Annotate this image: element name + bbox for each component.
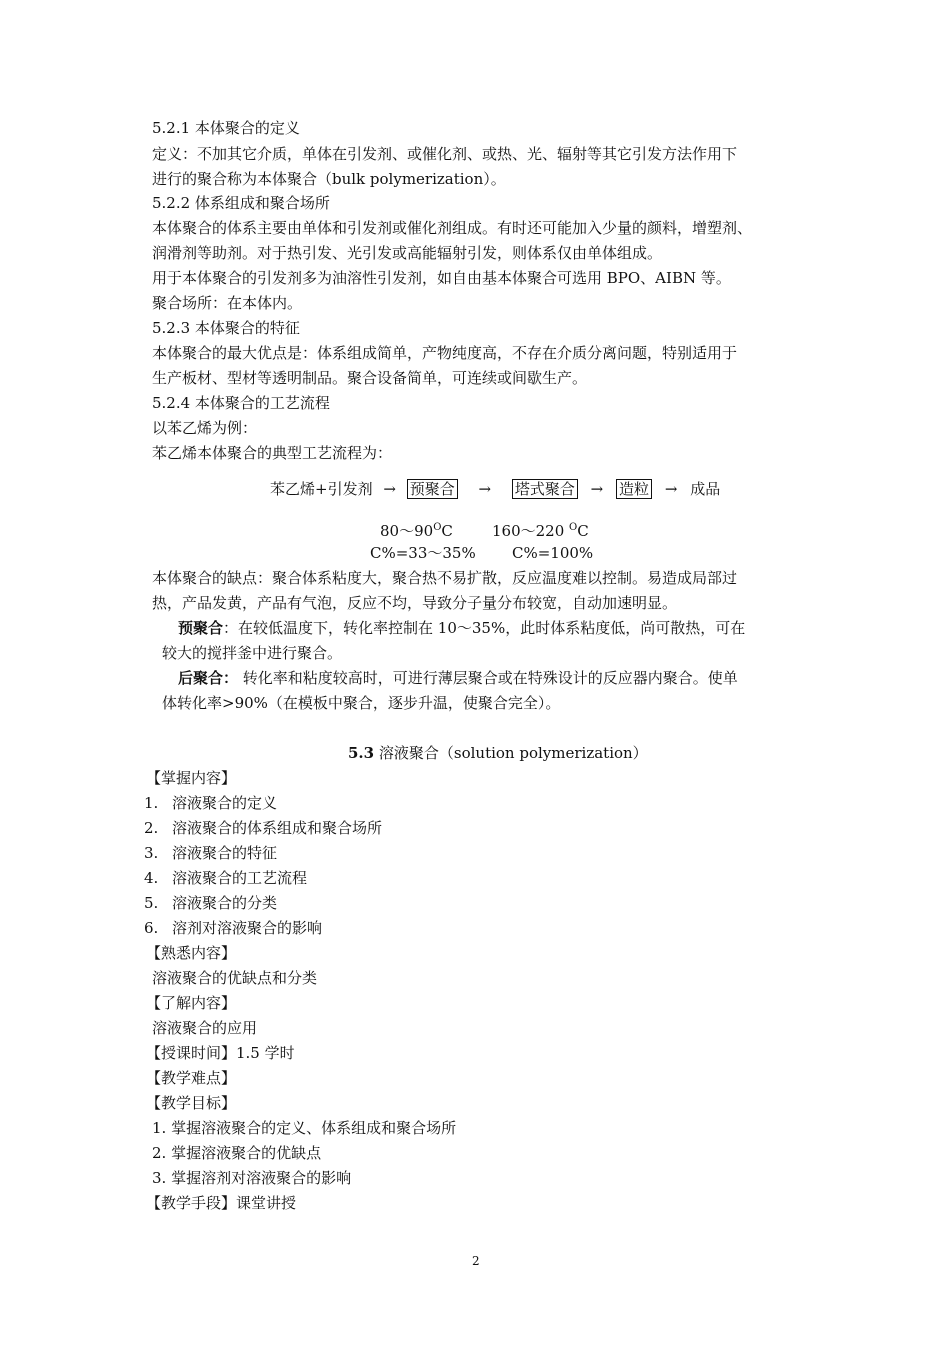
list-text: 溶液聚合的定义 <box>172 794 278 812</box>
understand-content-label: 【了解内容】 <box>146 994 237 1012</box>
section-heading-5-2-2: 5.2.2 体系组成和聚合场所 <box>152 194 330 212</box>
goal-item: 3. 掌握溶剂对溶液聚合的影响 <box>152 1169 352 1187</box>
paragraph-line: 本体聚合的最大优点是：体系组成简单，产物纯度高，不存在介质分离问题，特别适用于 <box>152 344 738 362</box>
section-heading-5-2-3: 5.2.3 本体聚合的特征 <box>152 319 300 337</box>
temp-2-value: 160～220 <box>492 522 570 540</box>
list-number: 6. <box>144 919 159 937</box>
teaching-difficulty-label: 【教学难点】 <box>146 1069 237 1087</box>
teaching-goal-label: 【教学目标】 <box>146 1094 237 1112</box>
goal-item: 2. 掌握溶液聚合的优缺点 <box>152 1144 322 1162</box>
list-text: 溶液聚合的特征 <box>172 844 278 862</box>
paragraph-line: 较大的搅拌釜中进行聚合。 <box>162 644 343 662</box>
list-number: 3. <box>144 844 159 862</box>
list-text: 溶液聚合的体系组成和聚合场所 <box>172 819 383 837</box>
master-content-label: 【掌握内容】 <box>146 769 237 787</box>
postpolymerization-paragraph <box>178 668 738 688</box>
paragraph-line: 本体聚合的体系主要由单体和引发剂或催化剂组成。有时还可能加入少量的颜料，增塑剂、 <box>152 219 753 237</box>
flow-arrow: → <box>383 480 396 498</box>
conversion-1: C%=33～35% <box>370 544 476 562</box>
flow-arrow: → <box>664 480 678 498</box>
master-content-item <box>144 793 277 813</box>
temp-2-unit: C <box>577 522 589 540</box>
degree-sup: O <box>433 522 442 533</box>
postpolymerization-text: 转化率和粘度较高时，可进行薄层聚合或在特殊设计的反应器内聚合。使单 <box>238 669 738 687</box>
list-number: 4. <box>144 869 159 887</box>
paragraph-line: 热，产品发黄，产品有气泡，反应不均，导致分子量分布较宽，自动加速明显。 <box>152 594 678 612</box>
conversion-2: C%=100% <box>512 544 594 562</box>
paragraph-line: 用于本体聚合的引发剂多为油溶性引发剂，如自由基本体聚合可选用 BPO、AIBN 等。 <box>152 269 731 287</box>
section-title-text: 溶液聚合（solution polymerization） <box>374 744 648 762</box>
list-text: 溶液聚合的分类 <box>172 894 278 912</box>
flow-arrow: → <box>478 480 492 498</box>
paragraph-line: 定义：不加其它介质，单体在引发剂、或催化剂、或热、光、辐射等其它引发方法作用下 <box>152 145 738 163</box>
section-heading-5-2-1: 5.2.1 本体聚合的定义 <box>152 119 300 137</box>
paragraph-line: 进行的聚合称为本体聚合（bulk polymerization）。 <box>152 170 506 188</box>
flow-end: 成品 <box>690 480 721 498</box>
list-text: 溶剂对溶液聚合的影响 <box>172 919 323 937</box>
section-heading-5-2-4: 5.2.4 本体聚合的工艺流程 <box>152 394 330 412</box>
flow-start: 苯乙烯+引发剂 <box>270 480 373 498</box>
prepolymerization-paragraph <box>178 618 745 638</box>
process-flow <box>270 479 720 499</box>
teaching-time: 【授课时间】1.5 学时 <box>146 1044 295 1062</box>
paragraph-line: 本体聚合的缺点：聚合体系粘度大，聚合热不易扩散，反应温度难以控制。易造成局部过 <box>152 569 738 587</box>
list-number: 5. <box>144 894 159 912</box>
master-content-item <box>144 893 277 913</box>
understand-content-text: 溶液聚合的应用 <box>152 1019 258 1037</box>
master-content-item <box>144 918 322 938</box>
paragraph-line: 体转化率>90%（在模板中聚合，逐步升温，使聚合完全）。 <box>162 694 561 712</box>
paragraph-line: 润滑剂等助剂。对于热引发、光引发或高能辐射引发，则体系仅由单体组成。 <box>152 244 663 262</box>
paragraph-line: 以苯乙烯为例： <box>152 419 258 437</box>
temp-1-unit: C <box>441 522 453 540</box>
flow-step-pelletizing: 造粒 <box>616 479 652 499</box>
prepolymerization-text: ：在较低温度下，转化率控制在 10～35%，此时体系粘度低，尚可散热，可在 <box>223 619 746 637</box>
page-number: 2 <box>472 1254 480 1268</box>
degree-sup: O <box>569 522 578 533</box>
master-content-item <box>144 818 382 838</box>
temp-condition-2 <box>492 518 589 541</box>
postpolymerization-label: 后聚合： <box>178 669 239 687</box>
master-content-item <box>144 868 307 888</box>
flow-step-tower-polymerization: 塔式聚合 <box>512 479 578 499</box>
list-number: 2. <box>144 819 159 837</box>
section-number: 5.3 <box>348 744 375 762</box>
paragraph-line: 聚合场所：在本体内。 <box>152 294 303 312</box>
goal-item: 1. 掌握溶液聚合的定义、体系组成和聚合场所 <box>152 1119 457 1137</box>
prepolymerization-label: 预聚合 <box>178 619 224 637</box>
temp-condition-1 <box>380 518 453 541</box>
temp-1-value: 80～90 <box>380 522 434 540</box>
paragraph-line: 生产板材、型材等透明制品。聚合设备简单，可连续或间歇生产。 <box>152 369 588 387</box>
section-title-5-3 <box>348 743 648 763</box>
teaching-method: 【教学手段】课堂讲授 <box>146 1194 297 1212</box>
familiar-content-label: 【熟悉内容】 <box>146 944 237 962</box>
list-number: 1. <box>144 794 159 812</box>
flow-arrow: → <box>590 480 604 498</box>
paragraph-line: 苯乙烯本体聚合的典型工艺流程为： <box>152 444 393 462</box>
master-content-item <box>144 843 277 863</box>
familiar-content-text: 溶液聚合的优缺点和分类 <box>152 969 318 987</box>
flow-step-prepolymerization: 预聚合 <box>407 479 458 499</box>
list-text: 溶液聚合的工艺流程 <box>172 869 308 887</box>
